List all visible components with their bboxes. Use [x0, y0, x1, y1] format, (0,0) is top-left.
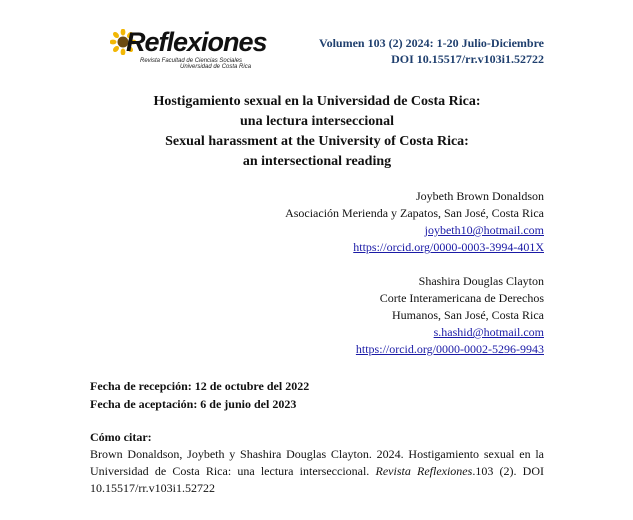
title-es-line1: Hostigamiento sexual en la Universidad de Costa Rica: [153, 94, 481, 109]
citation-label: Cómo citar: [90, 430, 152, 444]
logo-subtitle-faculty: Revista Facultad de Ciencias Sociales [140, 58, 243, 64]
journal-info [319, 35, 544, 67]
article-title [90, 92, 544, 172]
citation-journal: Revista Reflexiones [375, 464, 473, 478]
volume-line: Volumen 103 (2) 2024: 1-20 Julio-Diciembre [319, 36, 544, 50]
title-es-line2: una lectura interseccional [240, 114, 394, 129]
author-affiliation: Corte Interamericana de Derechos [379, 291, 544, 305]
received-date: Fecha de recepción: 12 de octubre del 2022 [90, 379, 310, 393]
logo-wordmark: Reflexiones [126, 27, 267, 57]
accepted-date: Fecha de aceptación: 6 de junio del 2023 [90, 397, 297, 411]
author-email-link[interactable]: s.hashid@hotmail.com [433, 325, 544, 339]
author-block [356, 273, 544, 358]
title-en-line2: an intersectional reading [242, 154, 392, 169]
citation-text-main: Brown Donaldson, Joybeth y Shashira Douglas Clayton. 2024. Hostigamiento sexual en la Universidad de Costa Rica: una lectura interseccional. [90, 447, 544, 478]
title-en-line1: Sexual harassment at the University of Costa Rica: [165, 134, 469, 149]
author-orcid-link[interactable]: https://orcid.org/0000-0002-5296-9943 [355, 342, 544, 356]
author-affiliation: Asociación Merienda y Zapatos, San José, Costa Rica [285, 206, 544, 220]
doi-line: DOI 10.15517/rr.v103i1.52722 [391, 52, 544, 66]
citation-text-end: .103 (2). DOI 10.15517/rr.v103i1.52722 [90, 464, 544, 495]
author-email-link[interactable]: joybeth10@hotmail.com [424, 223, 544, 237]
submission-dates [90, 377, 309, 413]
citation-block [90, 429, 544, 497]
citation-text [90, 446, 544, 497]
logo-subtitle-university: Universidad de Costa Rica [180, 64, 252, 70]
author-block [285, 188, 544, 256]
author-affiliation: Humanos, San José, Costa Rica [392, 308, 544, 322]
author-name: Joybeth Brown Donaldson [416, 189, 544, 203]
journal-logo [110, 27, 267, 71]
author-orcid-link[interactable]: https://orcid.org/0000-0003-3994-401X [353, 240, 544, 254]
author-name: Shashira Douglas Clayton [418, 274, 544, 288]
